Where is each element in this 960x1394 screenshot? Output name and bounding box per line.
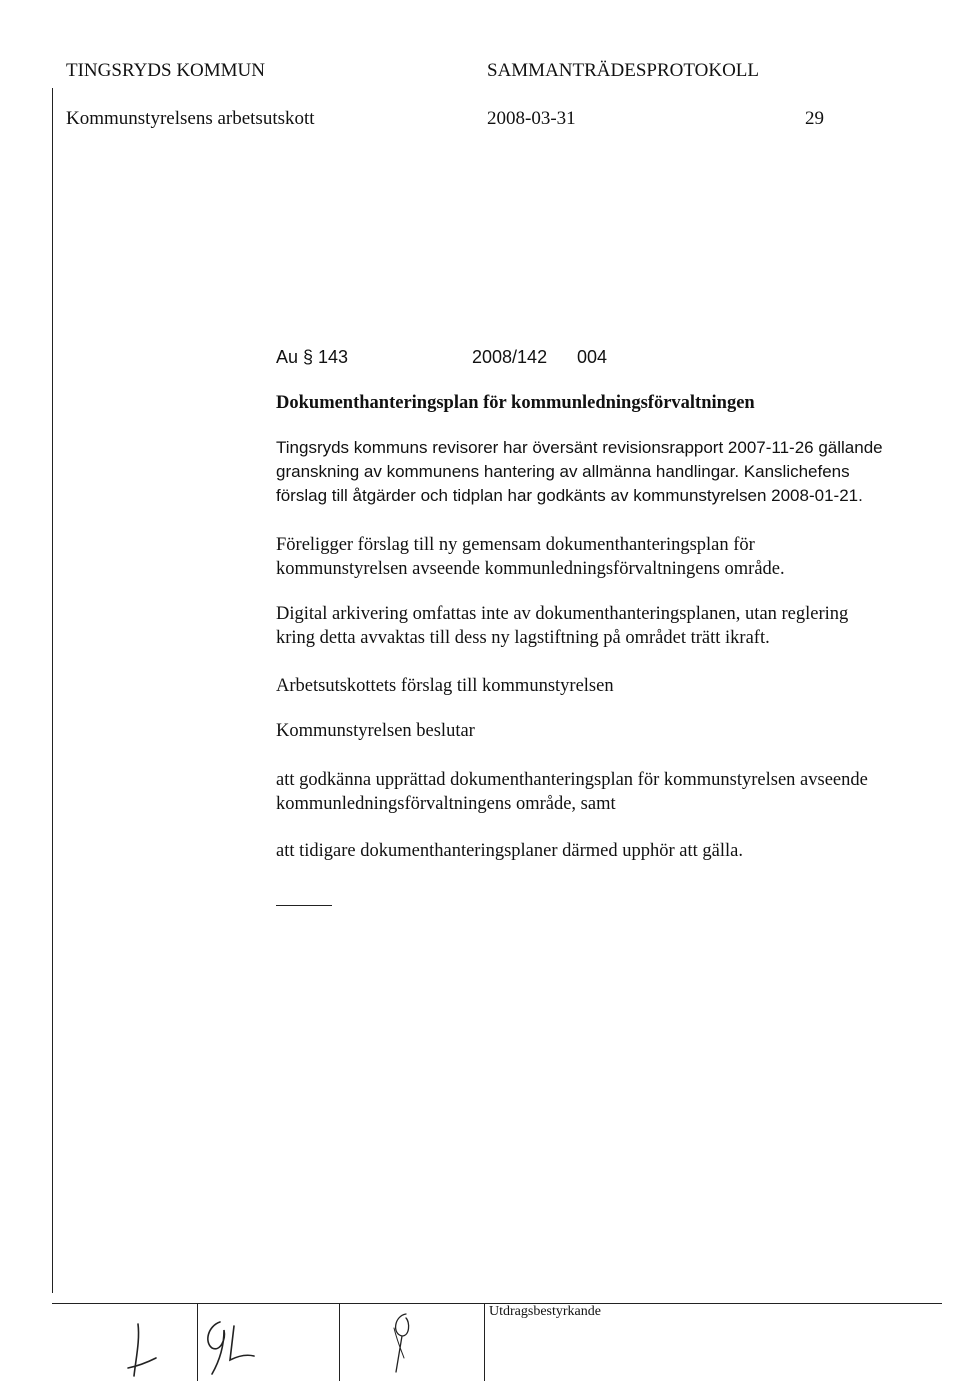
section-ref: Au § 143 <box>276 347 349 367</box>
signature-initials-3 <box>380 1308 420 1378</box>
decision-heading: Kommunstyrelsen beslutar <box>276 721 475 741</box>
signature-initials-1 <box>120 1318 170 1388</box>
p3-line2: kring detta avvaktas till dess ny lagstiftning på området trätt ikraft. <box>276 628 770 648</box>
att1-line2: kommunledningsförvaltningens område, samt <box>276 794 616 814</box>
p1-line3: förslag till åtgärder och tidplan har godkänts av kommunstyrelsen 2008-01-21. <box>276 486 863 505</box>
margin-rule <box>52 88 53 1293</box>
case-number: 2008/142 <box>472 347 548 367</box>
doc-type: SAMMANTRÄDESPROTOKOLL <box>487 60 760 81</box>
meeting-date: 2008-03-31 <box>487 108 576 129</box>
archive-code: 004 <box>577 347 608 367</box>
p1-line1: Tingsryds kommuns revisorer har översänt revisionsrapport 2007-11-26 gällande <box>276 438 883 457</box>
p3-line1: Digital arkivering omfattas inte av dokumenthanteringsplanen, utan reglering <box>276 604 849 624</box>
att2-line: att tidigare dokumenthanteringsplaner därmed upphör att gälla. <box>276 841 743 861</box>
att1-line1: att godkänna upprättad dokumenthanteringsplan för kommunstyrelsen avseende <box>276 770 868 790</box>
p2-line1: Föreligger förslag till ny gemensam dokumenthanteringsplan för <box>276 535 755 555</box>
p2-line2: kommunstyrelsen avseende kommunledningsförvaltningens område. <box>276 559 785 579</box>
committee-name: Kommunstyrelsens arbetsutskott <box>66 108 315 129</box>
footer-divider-2 <box>339 1303 340 1381</box>
end-rule <box>276 905 332 906</box>
page-number: 29 <box>805 108 824 129</box>
footer-divider-3 <box>484 1303 485 1381</box>
proposal-heading: Arbetsutskottets förslag till kommunstyrelsen <box>276 676 614 696</box>
extract-certification-label: Utdragsbestyrkande <box>489 1304 601 1319</box>
org-name: TINGSRYDS KOMMUN <box>66 60 265 81</box>
p1-line2: granskning av kommunens hantering av allmänna handlingar. Kanslichefens <box>276 462 850 481</box>
signature-initials-2 <box>198 1312 262 1382</box>
section-title: Dokumenthanteringsplan för kommunledningsförvaltningen <box>276 393 755 413</box>
